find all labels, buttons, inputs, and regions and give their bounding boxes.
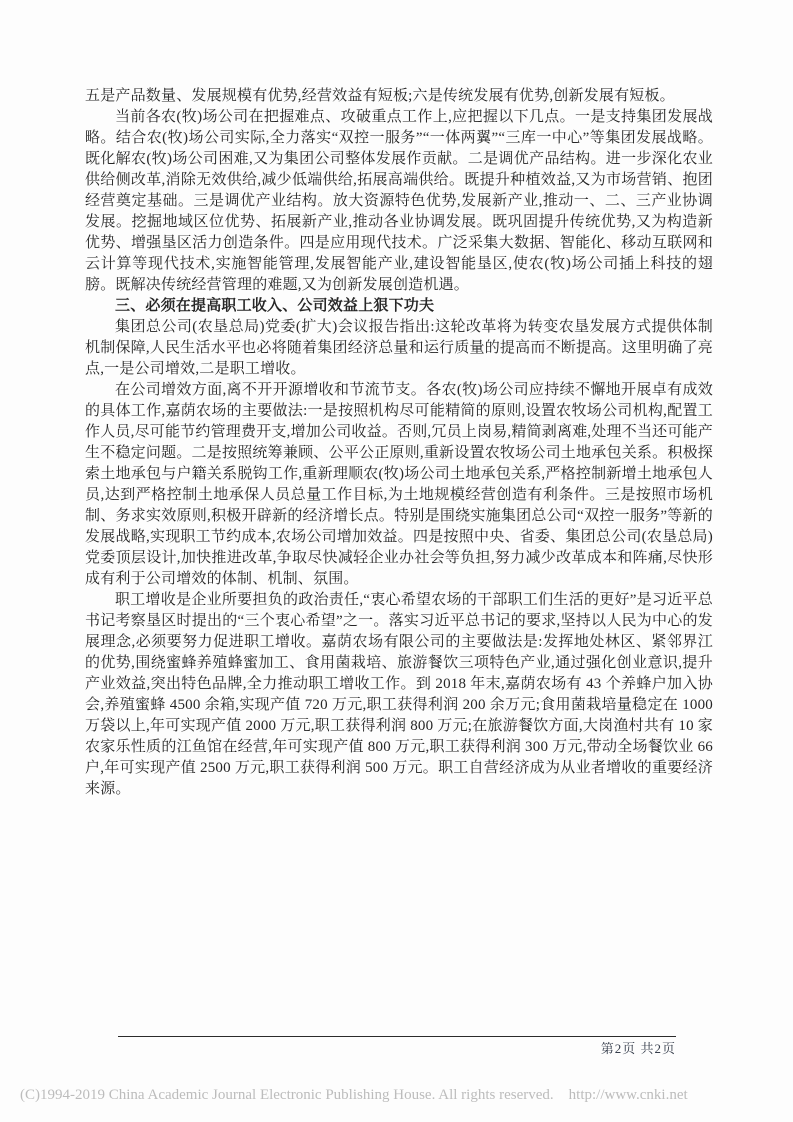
paragraph-work-points: 当前各农(牧)场公司在把握难点、攻破重点工作上,应把握以下几点。一是支持集团发展战略。结合农(牧)场公司实际,全力落实“双控一服务”“一体两翼”“三库一中心”等集团发展战略。既化解农(牧)场公司困难,又为集团公司整体发展作贡献。二是调优产品结构。进一步深化农业供给侧改革,消除无效供给,减少低端供给,拓展高端供给。既提升种植效益,又为市场营销、抱团经营奠定基础。三是调优产业结构。放大资源特色优势,发展新产业,推动一、二、三产业协调发展。挖掘地域区位优势、拓展新产业,推动各业协调发展。既巩固提升传统优势,又为构造新优势、增强垦区活力创造条件。四是应用现代技术。广泛采集大数据、智能化、移动互联网和云计算等现代技术,实施智能管理,发展智能产业,建设智能垦区,使农(牧)场公司插上科技的翅膀。既解决传统经营管理的难题,又为创新发展创造机遇。 (85, 109, 713, 293)
document-body (85, 86, 713, 800)
copyright-notice: (C)1994-2019 China Academic Journal Electronic Publishing House. All rights reserved. http://www.cnki.net (20, 1087, 688, 1103)
page-footer (118, 1036, 676, 1058)
section-heading: 三、必须在提高职工收入、公司效益上狠下功夫 (115, 298, 435, 314)
page-number: 第2页 共2页 (600, 1041, 676, 1056)
paragraph-reform-report: 集团总公司(农垦总局)党委(扩大)会议报告指出:这轮改革将为转变农垦发展方式提供体制机制保障,人民生活水平也必将随着集团经济总量和运行质量的提高而不断提高。这里明确了亮点,一是公司增效,二是职工增收。 (85, 319, 713, 377)
paragraph-continuation: 五是产品数量、发展规模有优势,经营效益有短板;六是传统发展有优势,创新发展有短板。 (85, 88, 675, 104)
paragraph-company-efficiency: 在公司增效方面,离不开开源增收和节流节支。各农(牧)场公司应持续不懈地开展卓有成效的具体工作,嘉荫农场的主要做法:一是按照机构尽可能精简的原则,设置农牧场公司机构,配置工作人员,尽可能节约管理费开支,增加公司收益。否则,冗员上岗易,精简剥离难,处理不当还可能产生不稳定问题。二是按照统筹兼顾、公平公正原则,重新设置农牧场公司土地承包关系。积极探索土地承包与户籍关系脱钩工作,重新理顺农(牧)场公司土地承包关系,严格控制新增土地承包人员,达到严格控制土地承保人员总量工作目标,为土地规模经营创造有利条件。三是按照市场机制、务求实效原则,积极开辟新的经济增长点。特别是围绕实施集团总公司“双控一服务”等新的发展战略,实现职工节约成本,农场公司增加效益。四是按照中央、省委、集团总公司(农垦总局)党委顶层设计,加快推进改革,争取尽快减轻企业办社会等负担,努力减少改革成本和阵痛,尽快形成有利于公司增效的体制、机制、氛围。 (85, 382, 713, 587)
paragraph-worker-income: 职工增收是企业所要担负的政治责任,“衷心希望农场的干部职工们生活的更好”是习近平总书记考察垦区时提出的“三个衷心希望”之一。落实习近平总书记的要求,坚持以人民为中心的发展理念,必须要努力促进职工增收。嘉荫农场有限公司的主要做法是:发挥地处林区、紧邻界江的优势,围绕蜜蜂养殖蜂蜜加工、食用菌栽培、旅游餐饮三项特色产业,通过强化创业意识,提升产业效益,突出特色品牌,全力推动职工增收工作。到 2018 年末,嘉荫农场有 43 个养蜂户加入协会,养殖蜜蜂 4500 余箱,实现产值 720 万元,职工获得利润 200 余万元;食用菌栽培量稳定在 1000 万袋以上,年可实现产值 2000 万元,职工获得利润 800 万元;在旅游餐饮方面,大岗渔村共有 10 家农家乐性质的江鱼馆在经营,年可实现产值 800 万元,职工获得利润 300 万元,带动全场餐饮业 66 户,年可实现产值 2500 万元,职工获得利润 500 万元。职工自营经济成为从业者增收的重要经济来源。 (85, 592, 713, 797)
